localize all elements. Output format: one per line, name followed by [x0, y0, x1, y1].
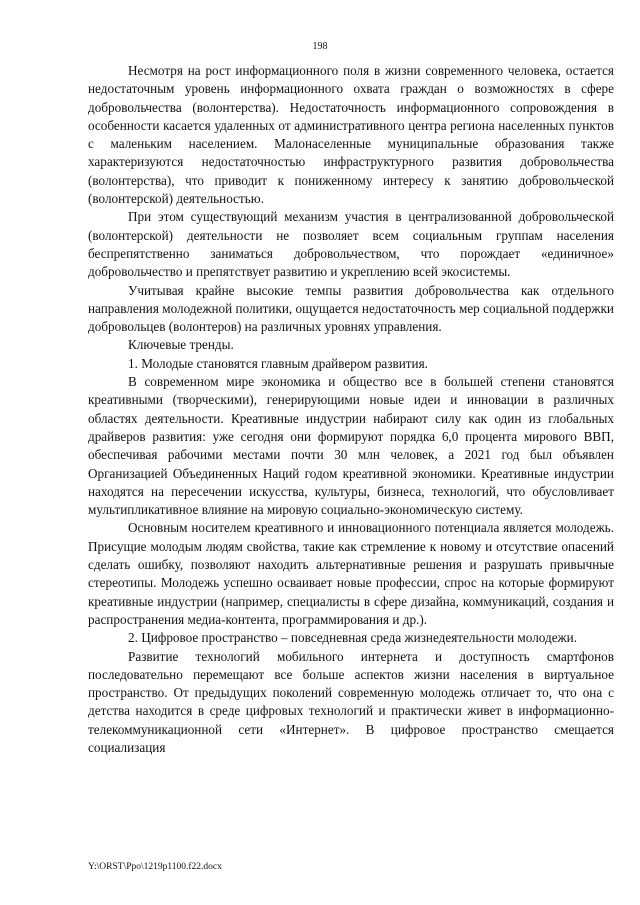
- paragraph-key-trends-heading: Ключевые тренды.: [128, 337, 234, 353]
- page-body: [88, 62, 614, 757]
- paragraph-participation-mechanism: При этом существующий механизм участия в централизованной добровольческой (волонтерской) деятельности не позволяет всем социальным группам населения беспрепятственно заниматься добровольчеством, что порождает «единичное» добровольчество и препятствует развитию и укреплению всей экосистемы.: [88, 209, 614, 280]
- paragraph-trend-1-heading: 1. Молодые становятся главным драйвером развития.: [128, 355, 428, 371]
- paragraph-info-coverage: Несмотря на рост информационного поля в жизни современного человека, остается недостаточным уровень информационного охвата граждан о возможностях в сфере добровольчества (волонтерства). Недостаточность информационного сопровождения в особенности касается удаленных от административного центра региона населенных пунктов с маленьким населением. Малонаселенные муниципальные образования также характеризуются недостаточностью инфраструктурного развития добровольчества (волонтерства), что приводит к пониженному интересу к занятию добровольческой (волонтерской) деятельностью.: [88, 63, 614, 207]
- paragraph-trend-2-heading: 2. Цифровое пространство – повседневная среда жизнедеятельности молодежи.: [128, 630, 578, 646]
- page-number: 198: [312, 41, 328, 52]
- paragraph-creative-economy: В современном мире экономика и общество все в большей степени становятся креативными (творческими), генерирующими новые идеи и инновации в различных областях деятельности. Креативные индустрии набирают силу как один из глобальных драйверов развития: уже сегодня они формируют порядка 6,0 процента мирового ВВП, обеспечивая рабочими местами почти 30 млн человек, а 2021 год был объявлен Организацией Объединенных Наций годом креативной экономики. Креативные индустрии находятся на пересечении искусства, культуры, бизнеса, технологий, что обусловливает мультипликативное влияние на мировую социально-экономическую систему.: [88, 374, 614, 518]
- paragraph-youth-potential: Основным носителем креативного и инновационного потенциала является молодежь. Присущие молодым людям свойства, такие как стремление к новому и отсутствие опасений сделать ошибку, позволяют находить альтернативные решения и разрушать привычные стереотипы. Молодежь успешно осваивает новые профессии, спрос на которые формируют креативные индустрии (например, специалисты в сфере дизайна, коммуникаций, создания и распространения медиа-контента, программирования и др.).: [88, 520, 614, 627]
- paragraph-social-support: Учитывая крайне высокие темпы развития добровольчества как отдельного направления молодежной политики, ощущается недостаточность мер социальной поддержки добровольцев (волонтеров) на различных уровнях управления.: [88, 282, 614, 335]
- footer-file-path: Y:\ORST\Ppo\1219p1100.f22.docx: [88, 862, 222, 872]
- paragraph-digital-space: Развитие технологий мобильного интернета и доступность смартфонов последовательно перемещают все больше аспектов жизни населения в виртуальное пространство. От предыдущих поколений современную молодежь отличает то, что она с детства находится в среде цифровых технологий и практически живет в информационно-телекоммуникационной сети «Интернет». В цифровое пространство смещается социализация: [88, 648, 614, 755]
